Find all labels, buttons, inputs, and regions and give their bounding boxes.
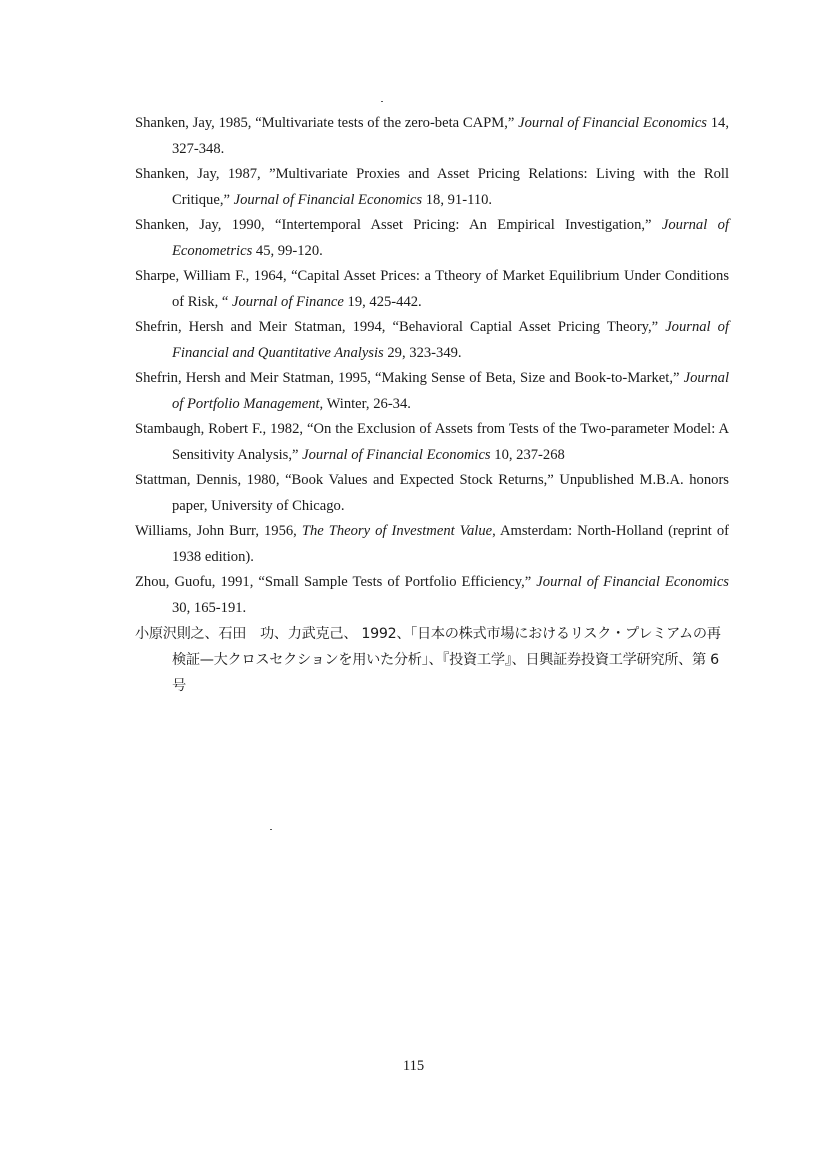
reference-journal-title: The Theory of Investment Value: [301, 523, 493, 539]
reference-entry: [135, 519, 729, 570]
reference-journal-title: Journal of Portfolio Management: [172, 370, 729, 412]
reference-entry: [135, 468, 729, 519]
reference-journal-title: Journal of Financial Economics: [233, 191, 423, 208]
reference-list: [135, 111, 729, 699]
reference-text: Williams, John Burr, 1956,: [135, 523, 302, 539]
reference-text: Sharpe, William F., 1964, “Capital Asset Prices: a Ttheory of Market Equilibrium Under Conditions of Risk, “: [135, 268, 729, 310]
reference-text: Shefrin, Hersh and Meir Statman, 1995, “Making Sense of Beta, Size and Book-to-Market,”: [135, 370, 684, 386]
reference-entry: [135, 570, 729, 621]
reference-text: 19, 425-442.: [343, 293, 422, 310]
scan-speck: [270, 829, 272, 830]
reference-text: Shanken, Jay, 1987, ”Multivariate Proxies and Asset Pricing Relations: Living with the Roll Critique,”: [135, 166, 729, 208]
reference-entry: [135, 417, 729, 468]
page-number: 115: [402, 1058, 425, 1074]
reference-text: 45, 99-120.: [252, 242, 323, 259]
reference-entry: [135, 213, 729, 264]
reference-text: , Amsterdam: North-Holland (reprint of 1938 edition).: [172, 523, 729, 565]
reference-entry: [135, 264, 729, 315]
reference-journal-title: Journal of Financial Economics: [536, 574, 729, 590]
reference-text: Shefrin, Hersh and Meir Statman, 1994, “Behavioral Captial Asset Pricing Theory,”: [135, 319, 666, 335]
reference-text: 29, 323-349.: [383, 344, 462, 361]
reference-text: 30, 165-191.: [172, 599, 247, 616]
reference-text: Zhou, Guofu, 1991, “Small Sample Tests of Portfolio Efficiency,”: [135, 574, 537, 590]
reference-journal-title: Journal of Financial and Quantitative Analysis: [172, 319, 729, 361]
reference-text: 10, 237-268: [490, 446, 565, 463]
reference-text: Stattman, Dennis, 1980, “Book Values and Expected Stock Returns,” Unpublished M.B.A. honors paper, University of Chicago.: [135, 472, 729, 514]
reference-journal-title: Journal of Financial Economics: [302, 446, 491, 463]
reference-journal-title: Journal of Econometrics: [172, 217, 729, 259]
reference-text: Stambaugh, Robert F., 1982, “On the Exclusion of Assets from Tests of the Two-parameter Model: A Sensitivity Analysis,”: [135, 421, 729, 463]
reference-text: 小原沢則之、石田 功、力武克己、 1992、「日本の株式市場におけるリスク・プレミアムの再検証—大クロスセクションを用いた分析」、『投資工学』、日興証券投資工学研究所、第 6 号: [135, 626, 721, 694]
reference-text: , Winter, 26-34.: [319, 395, 411, 412]
reference-journal-title: Journal of Finance: [232, 293, 344, 310]
reference-entry: [135, 621, 729, 699]
reference-text: 18, 91-110.: [422, 191, 493, 208]
reference-entry: [135, 366, 729, 417]
reference-text: 14, 327-348.: [172, 115, 729, 157]
reference-text: Shanken, Jay, 1990, “Intertemporal Asset Pricing: An Empirical Investigation,”: [135, 217, 662, 233]
scan-speck: [381, 101, 383, 102]
reference-entry: [135, 315, 729, 366]
reference-entry: [135, 111, 729, 162]
reference-entry: [135, 162, 729, 213]
reference-journal-title: Journal of Financial Economics: [518, 115, 707, 131]
reference-text: Shanken, Jay, 1985, “Multivariate tests of the zero-beta CAPM,”: [135, 115, 519, 131]
